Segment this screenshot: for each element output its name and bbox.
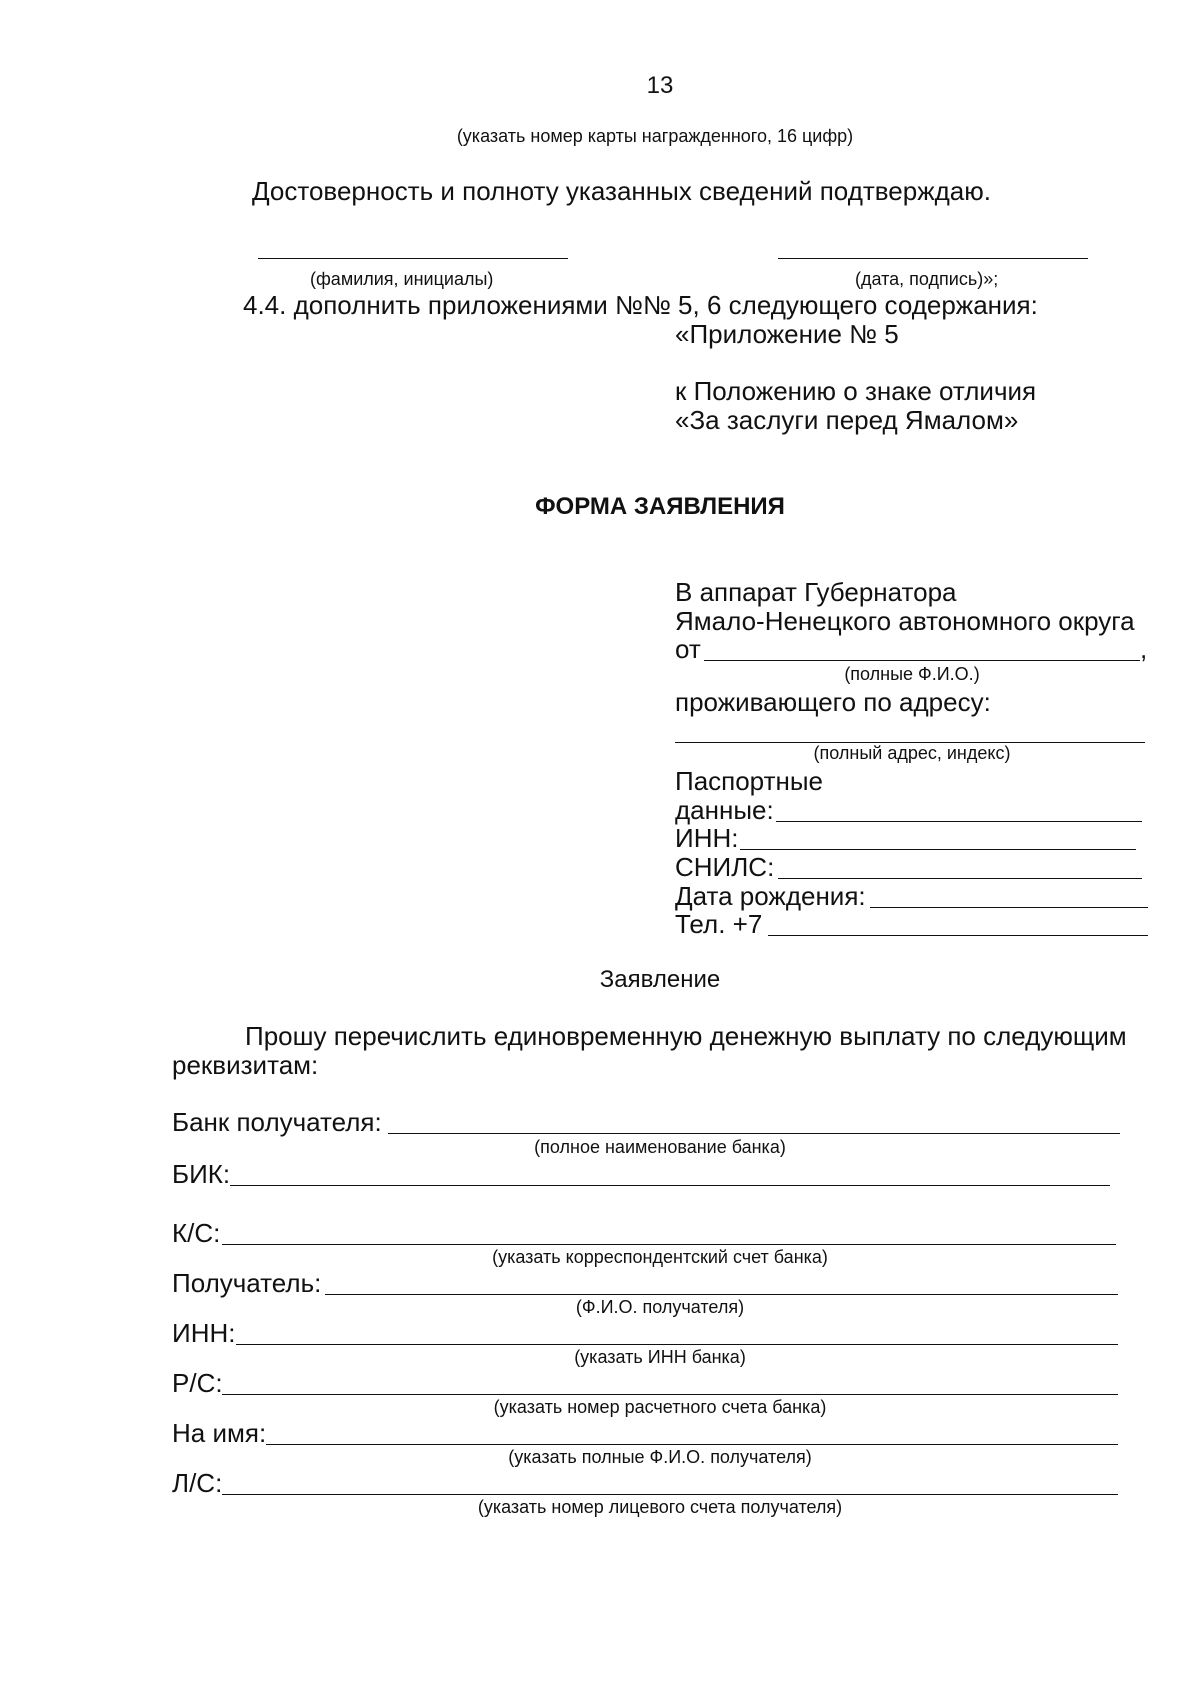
applicant-inn-label: ИНН:	[675, 823, 739, 853]
snils-line[interactable]	[778, 878, 1142, 879]
appendix-title: «Приложение № 5	[675, 319, 899, 349]
personal-account-caption: (указать номер лицевого счета получателя)	[477, 1497, 843, 1517]
personal-account-label: Л/С:	[172, 1468, 223, 1498]
settlement-account-caption: (указать номер расчетного счета банка)	[493, 1397, 827, 1417]
bank-inn-caption: (указать ИНН банка)	[574, 1347, 746, 1367]
appendix-reference-line1: к Положению о знаке отличия	[675, 376, 1037, 406]
amendment-text: 4.4. дополнить приложениями №№ 5, 6 следующего содержания:	[243, 290, 1038, 320]
card-number-hint: (указать номер карты награжденного, 16 цифр)	[456, 126, 854, 146]
bank-name-label: Банк получателя:	[172, 1107, 382, 1137]
passport-data-line[interactable]	[776, 821, 1142, 822]
account-holder-line[interactable]	[266, 1444, 1118, 1445]
residing-label: проживающего по адресу:	[675, 687, 991, 717]
phone-label: Тел. +7	[675, 909, 763, 939]
settlement-account-label: Р/С:	[172, 1368, 223, 1398]
recipient-caption: (Ф.И.О. получателя)	[575, 1297, 745, 1317]
personal-account-line[interactable]	[222, 1494, 1118, 1495]
from-comma: ,	[1140, 634, 1148, 664]
snils-label: СНИЛС:	[675, 852, 775, 882]
bank-inn-label: ИНН:	[172, 1318, 236, 1348]
bik-label: БИК:	[172, 1159, 231, 1189]
surname-caption: (фамилия, инициалы)	[310, 269, 494, 289]
birth-date-label: Дата рождения:	[675, 881, 866, 911]
recipient-label: Получатель:	[172, 1268, 322, 1298]
date-signature-caption: (дата, подпись)»;	[855, 269, 999, 289]
confirmation-text: Достоверность и полноту указанных сведений подтверждаю.	[252, 176, 991, 206]
form-title: ФОРМА ЗАЯВЛЕНИЯ	[535, 493, 785, 520]
statement-text-line2: реквизитам:	[172, 1050, 319, 1080]
correspondent-account-line[interactable]	[222, 1244, 1116, 1245]
from-label: от	[675, 634, 701, 664]
settlement-account-line[interactable]	[222, 1394, 1118, 1395]
statement-title: Заявление	[599, 966, 721, 993]
surname-signature-line[interactable]	[258, 258, 568, 259]
account-holder-caption: (указать полные Ф.И.О. получателя)	[508, 1447, 812, 1467]
passport-label-line1: Паспортные	[675, 766, 823, 796]
full-name-caption: (полные Ф.И.О.)	[844, 664, 980, 684]
addressee-line2: Ямало-Ненецкого автономного округа	[675, 606, 1135, 636]
passport-label-line2: данные:	[675, 795, 774, 825]
full-name-line[interactable]	[704, 660, 1140, 661]
date-signature-line[interactable]	[778, 258, 1088, 259]
correspondent-account-label: К/С:	[172, 1218, 221, 1248]
recipient-line[interactable]	[325, 1294, 1118, 1295]
page-number: 13	[646, 72, 674, 99]
bank-name-caption: (полное наименование банка)	[534, 1137, 786, 1157]
statement-text-line1: Прошу перечислить единовременную денежную выплату по следующим	[245, 1021, 1127, 1051]
applicant-inn-line[interactable]	[740, 849, 1136, 850]
appendix-reference-line2: «За заслуги перед Ямалом»	[675, 405, 1019, 435]
address-caption: (полный адрес, индекс)	[813, 743, 1011, 763]
correspondent-account-caption: (указать корреспондентский счет банка)	[492, 1247, 828, 1267]
birth-date-line[interactable]	[870, 907, 1148, 908]
bank-name-line[interactable]	[388, 1133, 1120, 1134]
addressee-line1: В аппарат Губернатора	[675, 577, 957, 607]
bik-line[interactable]	[230, 1185, 1110, 1186]
bank-inn-line[interactable]	[236, 1344, 1118, 1345]
account-holder-label: На имя:	[172, 1418, 267, 1448]
phone-line[interactable]	[768, 935, 1148, 936]
